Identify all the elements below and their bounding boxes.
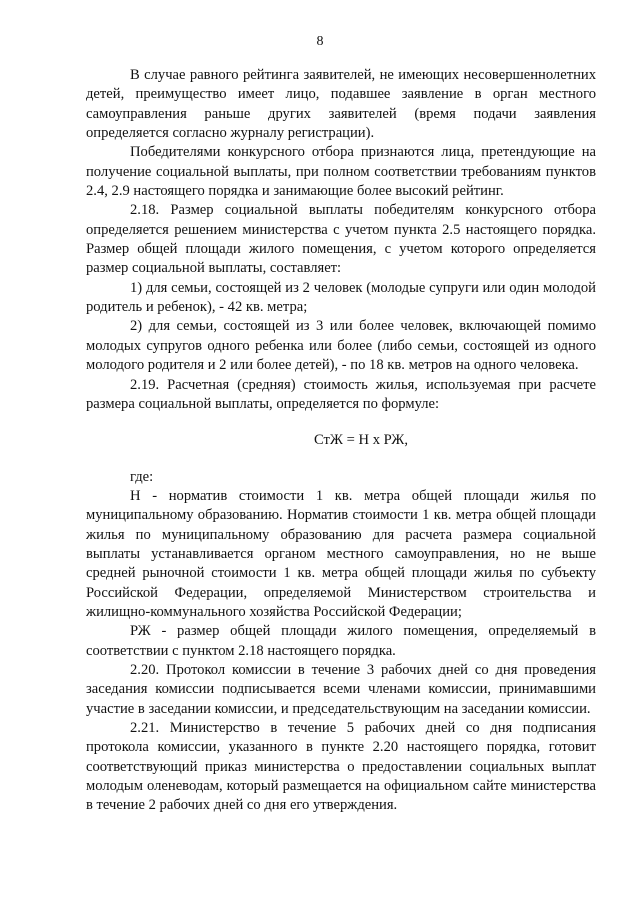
paragraph-where: где:	[130, 468, 154, 485]
paragraph-2-18-item-1: 1) для семьи, состоящей из 2 человек (молодые супруги или один молодой родитель и ребенок), - 42 кв. метра;	[86, 279, 596, 316]
paragraph-2-20: 2.20. Протокол комиссии в течение 3 рабочих дней со дня проведения заседания комиссии подписывается всеми членами комиссии, принимавшими участие в заседании комиссии, и председательствующим на заседании комиссии.	[86, 661, 596, 717]
paragraph-2-21: 2.21. Министерство в течение 5 рабочих дней со дня подписания протокола комиссии, указанного в пункте 2.20 настоящего порядка, готовит соответствующий приказ министерства о предоставлении социальных выплат молодым оленеводам, который размещается на официальном сайте министерства в течение 2 рабочих дней со дня его утверждения.	[86, 720, 596, 814]
page-number: 8	[316, 34, 324, 49]
paragraph-winners: Победителями конкурсного отбора признаются лица, претендующие на получение социальной выплаты, при полном соответствии требованиям пунктов 2.4, 2.9 настоящего порядка и занимающие более высокий рейтинг.	[86, 144, 596, 200]
paragraph-2-18-item-2: 2) для семьи, состоящей из 3 или более человек, включающей помимо молодых супругов одного ребенка или более (либо семьи, состоящей из одного молодого родителя и 2 или более детей), - по 18 кв. метров на одного человека.	[86, 318, 596, 374]
formula: СтЖ = Н х РЖ,	[314, 432, 408, 449]
paragraph-rzh-definition: РЖ - размер общей площади жилого помещения, определяемый в соответствии с пунктом 2.18 настоящего порядка.	[86, 623, 596, 659]
paragraph-2-19: 2.19. Расчетная (средняя) стоимость жилья, используемая при расчете размера социальной выплаты, определяется по формуле:	[86, 376, 596, 412]
document-body	[86, 66, 596, 816]
paragraph-equal-rating: В случае равного рейтинга заявителей, не имеющих несовершеннолетних детей, преимущество имеет лицо, подавшее заявление в орган местного самоуправления раньше других заявителей (время подачи заявления определяется согласно журналу регистрации).	[86, 67, 596, 142]
paragraph-2-18: 2.18. Размер социальной выплаты победителям конкурсного отбора определяется решением министерства с учетом пункта 2.5 настоящего порядка. Размер общей площади жилого помещения, с учетом которого определяется размер социальной выплаты, составляет:	[86, 202, 596, 277]
paragraph-h-definition: Н - норматив стоимости 1 кв. метра общей площади жилья по муниципальному образованию. Норматив стоимости 1 кв. метра общей площади жилья по муниципальному образованию для расчета размера социальной выплаты устанавливается органом местного самоуправления, но не выше средней рыночной стоимости 1 кв. метра общей площади жилья по субъекту Российской Федерации, определяемой Министерством строительства и жилищно-коммунального хозяйства Российской Федерации;	[86, 487, 596, 620]
